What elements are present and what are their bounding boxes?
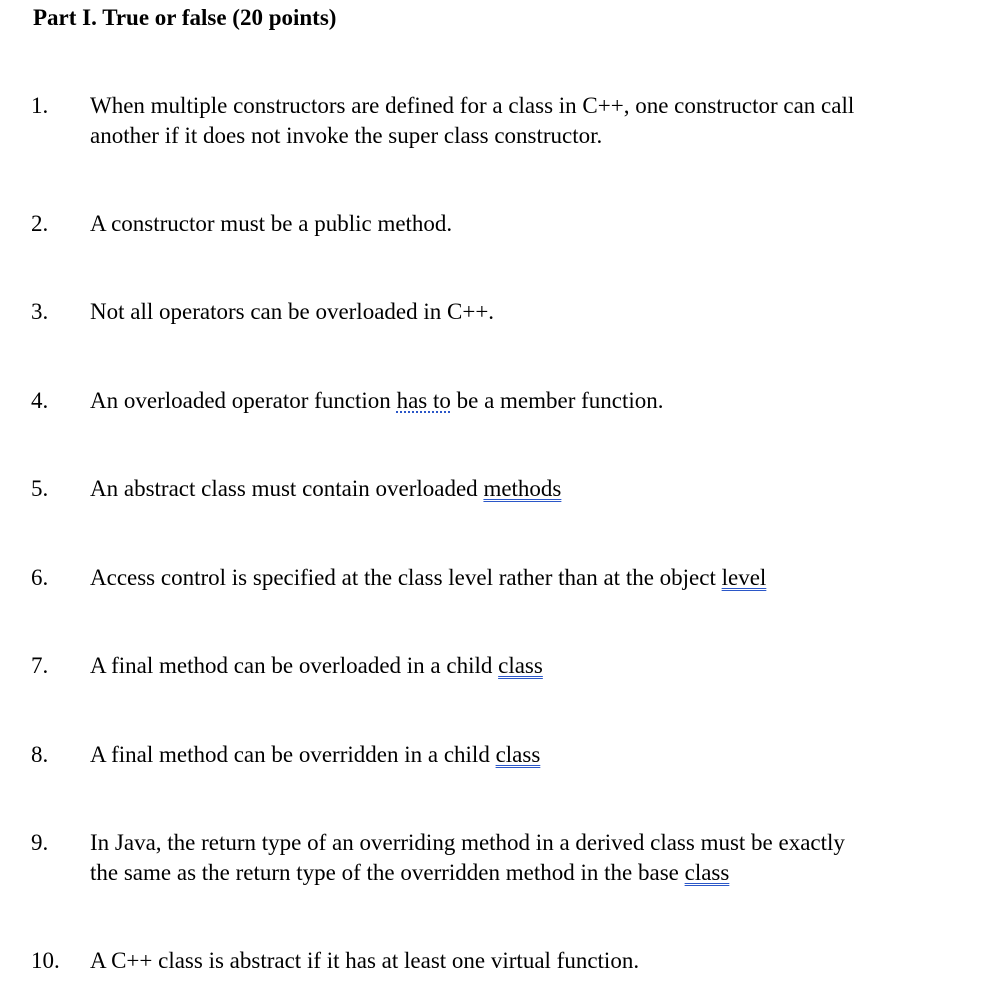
question-text bbox=[90, 740, 970, 770]
question-text bbox=[90, 209, 970, 239]
question-number: 8. bbox=[31, 742, 49, 767]
question-line bbox=[90, 474, 970, 504]
question-text-segment: A final method can be overloaded in a child bbox=[90, 653, 499, 678]
question-line: When multiple constructors are defined for a class in C++, one constructor can call bbox=[90, 93, 855, 118]
question-number: 4. bbox=[31, 388, 49, 413]
question-text bbox=[90, 91, 970, 151]
question-text bbox=[90, 386, 970, 416]
question-text-segment: An abstract class must contain overloaded bbox=[90, 476, 484, 501]
question-line bbox=[90, 563, 970, 593]
question-text-segment: Access control is specified at the class level rather than at the object bbox=[90, 565, 722, 590]
question-line: A constructor must be a public method. bbox=[90, 211, 453, 236]
question-text-segment: An overloaded operator function bbox=[90, 388, 397, 413]
question-line: In Java, the return type of an overriding method in a derived class must be exactly bbox=[90, 830, 845, 855]
question-text bbox=[90, 297, 970, 327]
question-text-segment: A final method can be overridden in a child bbox=[90, 742, 496, 767]
question-text bbox=[90, 828, 970, 888]
question-text-segment: the same as the return type of the overridden method in the base bbox=[90, 860, 685, 885]
question-line bbox=[90, 740, 970, 770]
grammar-marked-word: class bbox=[495, 742, 541, 767]
question-text-segment: be a member function. bbox=[450, 388, 664, 413]
question-number: 1. bbox=[31, 93, 49, 118]
question-number: 6. bbox=[31, 565, 49, 590]
question-text bbox=[90, 651, 970, 681]
question-line bbox=[90, 651, 970, 681]
question-text bbox=[90, 946, 970, 976]
question-number: 10. bbox=[31, 948, 60, 973]
section-title: Part I. True or false (20 points) bbox=[33, 5, 337, 30]
question-line bbox=[90, 386, 970, 416]
question-number: 7. bbox=[31, 653, 49, 678]
question-line: A C++ class is abstract if it has at least one virtual function. bbox=[90, 948, 640, 973]
grammar-marked-word: class bbox=[684, 860, 730, 885]
question-number: 2. bbox=[31, 211, 49, 236]
question-text bbox=[90, 474, 970, 504]
question-number: 9. bbox=[31, 830, 49, 855]
grammar-marked-word: level bbox=[721, 565, 767, 590]
question-line: Not all operators can be overloaded in C++. bbox=[90, 299, 495, 324]
question-number: 3. bbox=[31, 299, 49, 324]
grammar-marked-word: class bbox=[498, 653, 543, 678]
grammar-marked-phrase: has to bbox=[396, 388, 451, 413]
grammar-marked-word: methods bbox=[483, 476, 562, 501]
question-line bbox=[90, 858, 970, 888]
question-line: another if it does not invoke the super class constructor. bbox=[90, 123, 603, 148]
question-text bbox=[90, 563, 970, 593]
question-number: 5. bbox=[31, 476, 49, 501]
